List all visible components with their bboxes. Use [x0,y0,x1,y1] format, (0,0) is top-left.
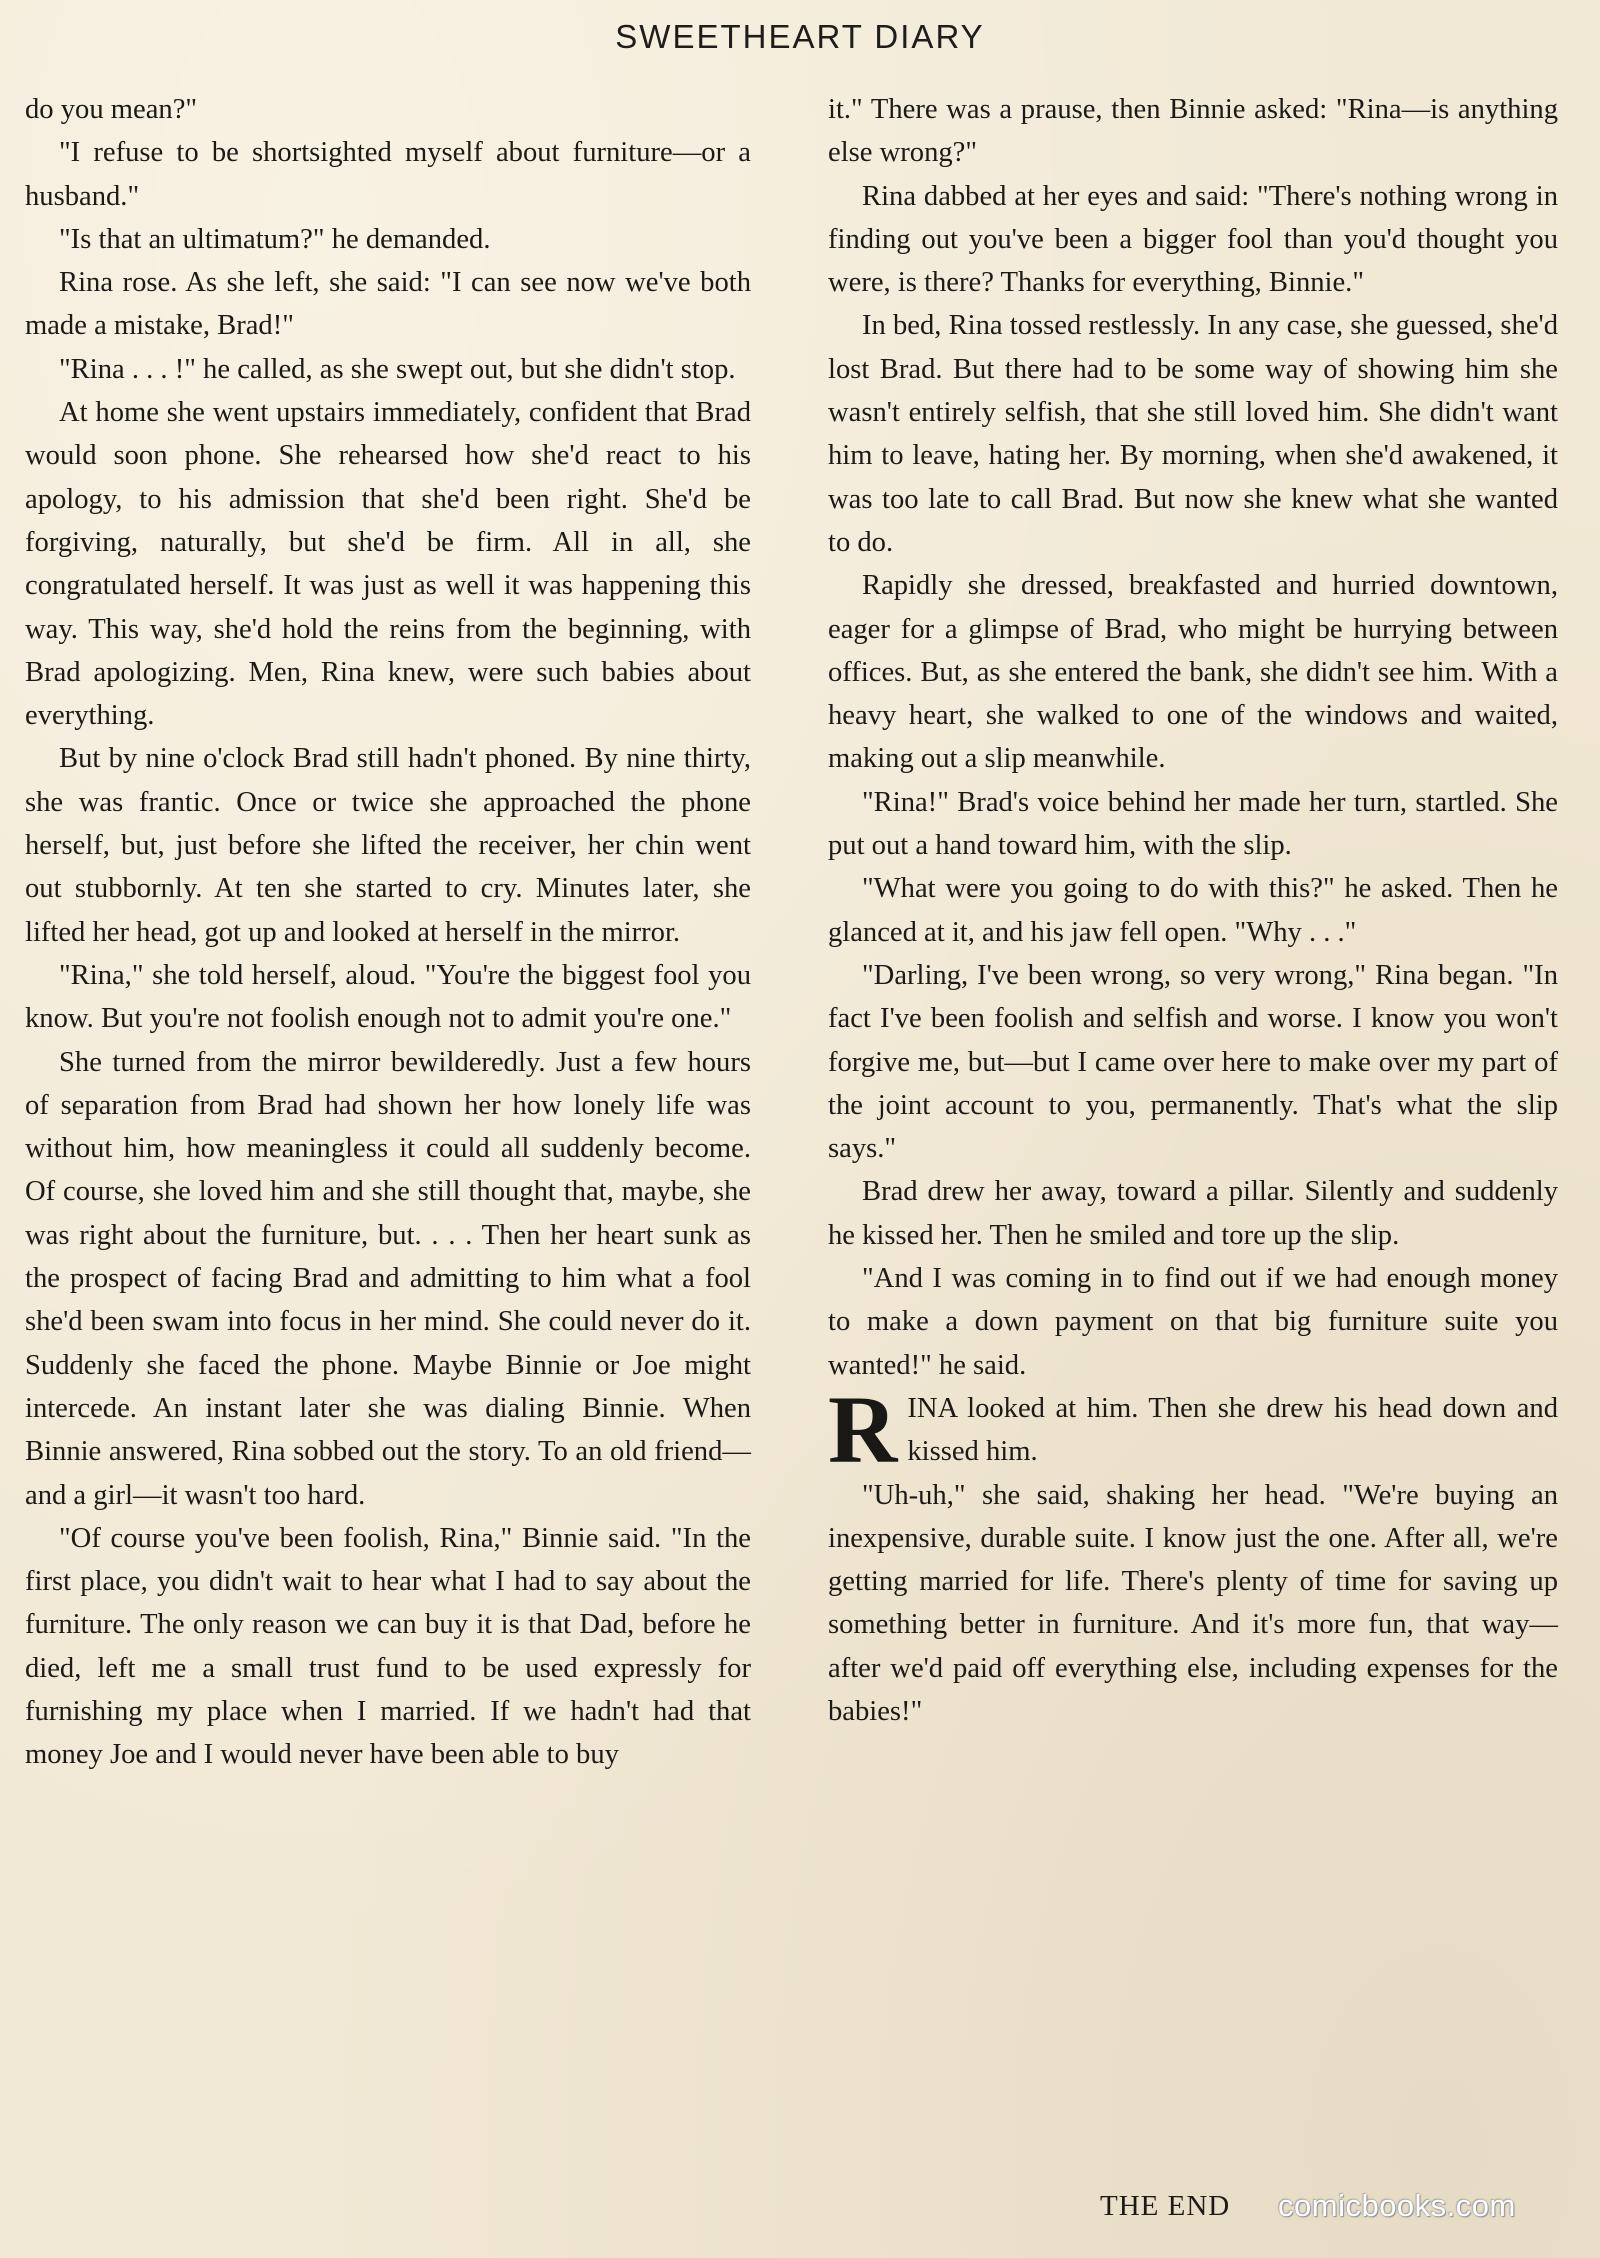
right-column [828,88,1558,1733]
paragraph: "I refuse to be shortsighted myself about furniture—or a husband." [25,137,751,212]
paragraph: it." There was a prause, then Binnie asked: "Rina—is anything else wrong?" [828,94,1558,169]
paragraph: Rina rose. As she left, she said: "I can see now we've both made a mistake, Brad!" [25,267,751,342]
paragraph: Rapidly she dressed, breakfasted and hurried downtown, eager for a glimpse of Brad, who might be hurrying between offices. But, as she entered the bank, she didn't see him. With a heavy heart, she walked to one of the windows and waited, making out a slip meanwhile. [828,570,1558,775]
running-header: SWEETHEART DIARY [615,18,985,55]
dropcap-paragraph [828,1375,1558,1483]
paragraph: At home she went upstairs immediately, confident that Brad would soon phone. She rehearsed how she'd react to his apology, to his admission that she'd been right. She'd be forgiving, naturally, but she'd be firm. All in all, she congratulated herself. It was just as well it was happening this way. This way, she'd hold the reins from the beginning, with Brad apologizing. Men, Rina knew, were such babies about everything. [25,397,751,732]
paragraph: In bed, Rina tossed restlessly. In any case, she guessed, she'd lost Brad. But there had to be some way of showing him she wasn't entirely selfish, that she still loved him. She didn't want him to leave, hating her. By morning, when she'd awakened, it was too late to call Brad. But now she knew what she wanted to do. [828,310,1558,558]
paragraph: "Of course you've been foolish, Rina," Binnie said. "In the first place, you didn't wait to hear what I had to say about the furniture. The only reason we can buy it is that Dad, before he died, left me a small trust fund to be used expressly for furnishing my place when I married. If we hadn't had that money Joe and I would never have been able to buy [25,1522,751,1771]
dropcap-paragraph-text: INA looked at him. Then she drew his head down and kissed him. [907,1392,1558,1468]
paragraph: "What were you going to do with this?" he asked. Then he glanced at it, and his jaw fell open. "Why . . ." [828,873,1558,948]
paragraph: Rina dabbed at her eyes and said: "There's nothing wrong in finding out you've been a bigger fool than you'd thought you were, is there? Thanks for everything, Binnie." [828,180,1558,299]
paragraph: "Darling, I've been wrong, so very wrong," Rina began. "In fact I've been foolish and selfish and worse. I know you won't forgive me, but—but I came over here to make over my part of the joint account to you, permanently. That's what the slip says." [828,959,1558,1165]
paragraph: "Rina!" Brad's voice behind her made her turn, startled. She put out a hand toward him, with the slip. [828,786,1558,862]
paragraph: But by nine o'clock Brad still hadn't phoned. By nine thirty, she was frantic. Once or twice she approached the phone herself, but, just before she lifted the receiver, her chin went out stubbornly. At ten she started to cry. Minutes later, she lifted her head, got up and looked at herself in the mirror. [25,743,751,948]
paragraph: "Rina," she told herself, aloud. "You're the biggest fool you know. But you're not foolish enough not to admit you're one." [25,959,751,1035]
watermark: comicbooks.com [1278,2188,1516,2223]
paragraph: "Uh-uh," she said, shaking her head. "We're buying an inexpensive, durable suite. I know just the one. After all, we're getting married for life. There's plenty of time for saving up something better in furniture. And it's more fun, that way—after we'd paid off everything else, including expenses for the babies!" [828,1479,1558,1727]
paragraph: Brad drew her away, toward a pillar. Silently and suddenly he kissed her. Then he smiled and tore up the slip. [828,1176,1558,1251]
paragraph: "And I was coming in to find out if we had enough money to make a down payment on that big furniture suite you wanted!" he said. [828,1263,1558,1381]
paragraph: "Rina . . . !" he called, as she swept out, but she didn't stop. [59,353,736,385]
paragraph: "Is that an ultimatum?" he demanded. [59,223,491,255]
the-end-label: THE END [1100,2190,1231,2222]
dropcap-letter: R [828,1375,898,1483]
paragraph: do you mean?" [25,94,198,125]
paragraph: She turned from the mirror bewilderedly. Just a few hours of separation from Brad had shown her how lonely life was without him, how meaningless it could all suddenly become. Of course, she loved him and she still thought that, maybe, she was right about the furniture, but. . . . Then her heart sunk as the prospect of facing Brad and admitting to him what a fool she'd been swam into focus in her mind. She could never do it. Suddenly she faced the phone. Maybe Binnie or Joe might intercede. An instant later she was dialing Binnie. When Binnie answered, Rina sobbed out the story. To an old friend—and a girl—it wasn't too hard. [25,1046,751,1511]
left-column [25,88,751,1777]
